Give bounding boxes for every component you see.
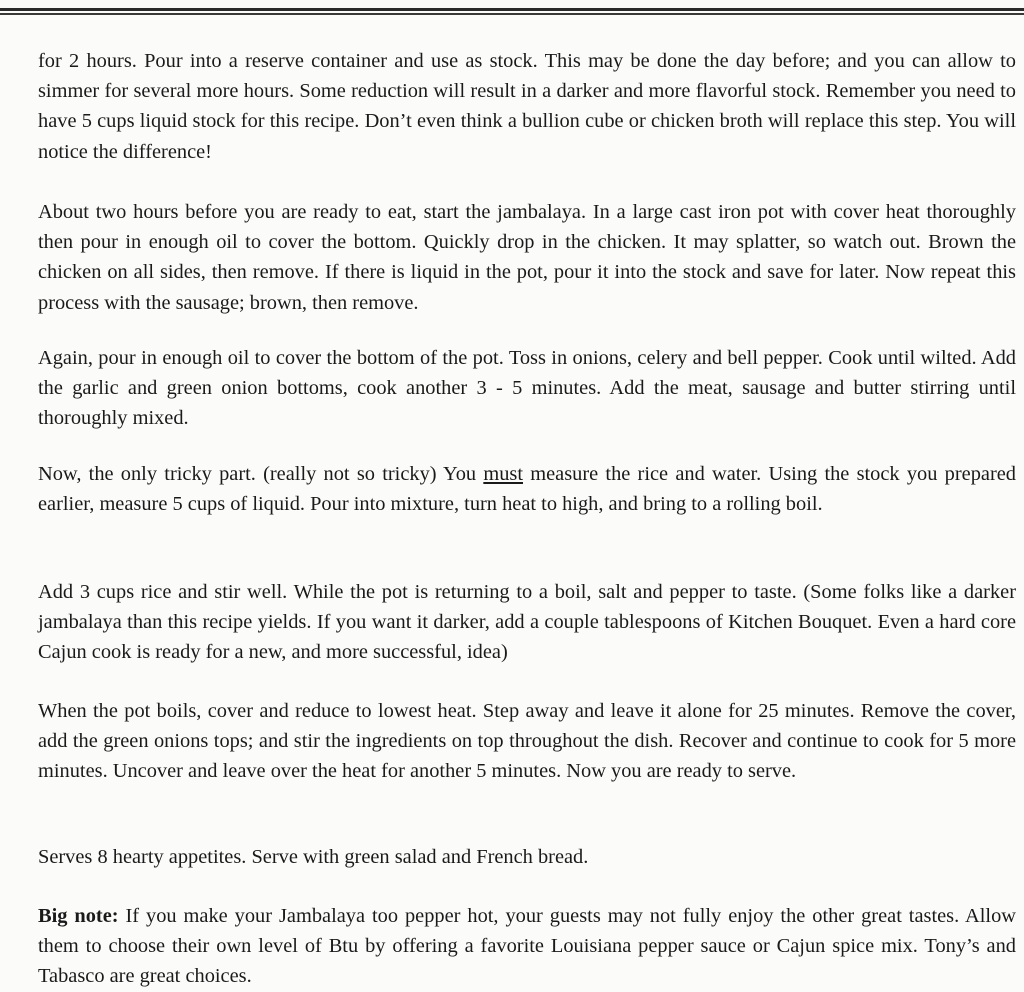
paragraph-stock-instructions: for 2 hours. Pour into a reserve container and use as stock. This may be done the day before; and you can allow to simmer for several more hours. Some reduction will result in a darker and more flavorful stock. Remember you need to have 5 cups liquid stock for this recipe. Don’t even think a bullion cube or chicken broth will replace this step. You will notice the difference! — [38, 50, 1016, 163]
emphasis-must: must — [483, 463, 523, 485]
big-note-text: If you make your Jambalaya too pepper hot, your guests may not fully enjoy the other great tastes. Allow them to choose their own level of Btu by offering a favorite Louisiana pepper sauce or Cajun spice mix. Tony’s and Tabasco are great choices. — [38, 905, 1016, 988]
paragraph-browning-meat: About two hours before you are ready to eat, start the jambalaya. In a large cast iron pot with cover heat thoroughly then pour in enough oil to cover the bottom. Quickly drop in the chicken. It may splatter, so watch out. Brown the chicken on all sides, then remove. If there is liquid in the pot, pour it into the stock and save for later. Now repeat this process with the sausage; brown, then remove. — [38, 201, 1016, 314]
top-rule-thick-line — [0, 8, 1024, 11]
top-divider-rule — [0, 8, 1024, 16]
paragraph-vegetables: Again, pour in enough oil to cover the bottom of the pot. Toss in onions, celery and bell pepper. Cook until wilted. Add the garlic and green onion bottoms, cook another 3 - 5 minutes. Add the meat, sausage and butter stirring until thoroughly mixed. — [38, 347, 1016, 430]
paragraph-serving: Serves 8 hearty appetites. Serve with green salad and French bread. — [38, 846, 589, 868]
measure-rice-text-end: measure the rice and water. Using the stock you prepared earlier, measure 5 cups of liquid. Pour into mixture, turn heat to high, and bring to a rolling boil. — [38, 463, 1016, 516]
top-rule-thin-line — [0, 13, 1024, 15]
measure-rice-text-start: Now, the only tricky part. (really not so tricky) You — [38, 463, 484, 485]
paragraph-add-rice: Add 3 cups rice and stir well. While the pot is returning to a boil, salt and pepper to taste. (Some folks like a darker jambalaya than this recipe yields. If you want it darker, add a couple tablespoons of Kitchen Bouquet. Even a hard core Cajun cook is ready for a new, and more successful, idea) — [38, 581, 1016, 664]
paragraph-big-note — [38, 901, 1016, 992]
paragraph-simmer: When the pot boils, cover and reduce to lowest heat. Step away and leave it alone for 25 minutes. Remove the cover, add the green onions tops; and stir the ingredients on top throughout the dish. Recover and continue to cook for 5 more minutes. Uncover and leave over the heat for another 5 minutes. Now you are ready to serve. — [38, 700, 1016, 783]
paragraph-measure-rice — [38, 459, 1016, 519]
big-note-label: Big note: — [38, 905, 119, 927]
